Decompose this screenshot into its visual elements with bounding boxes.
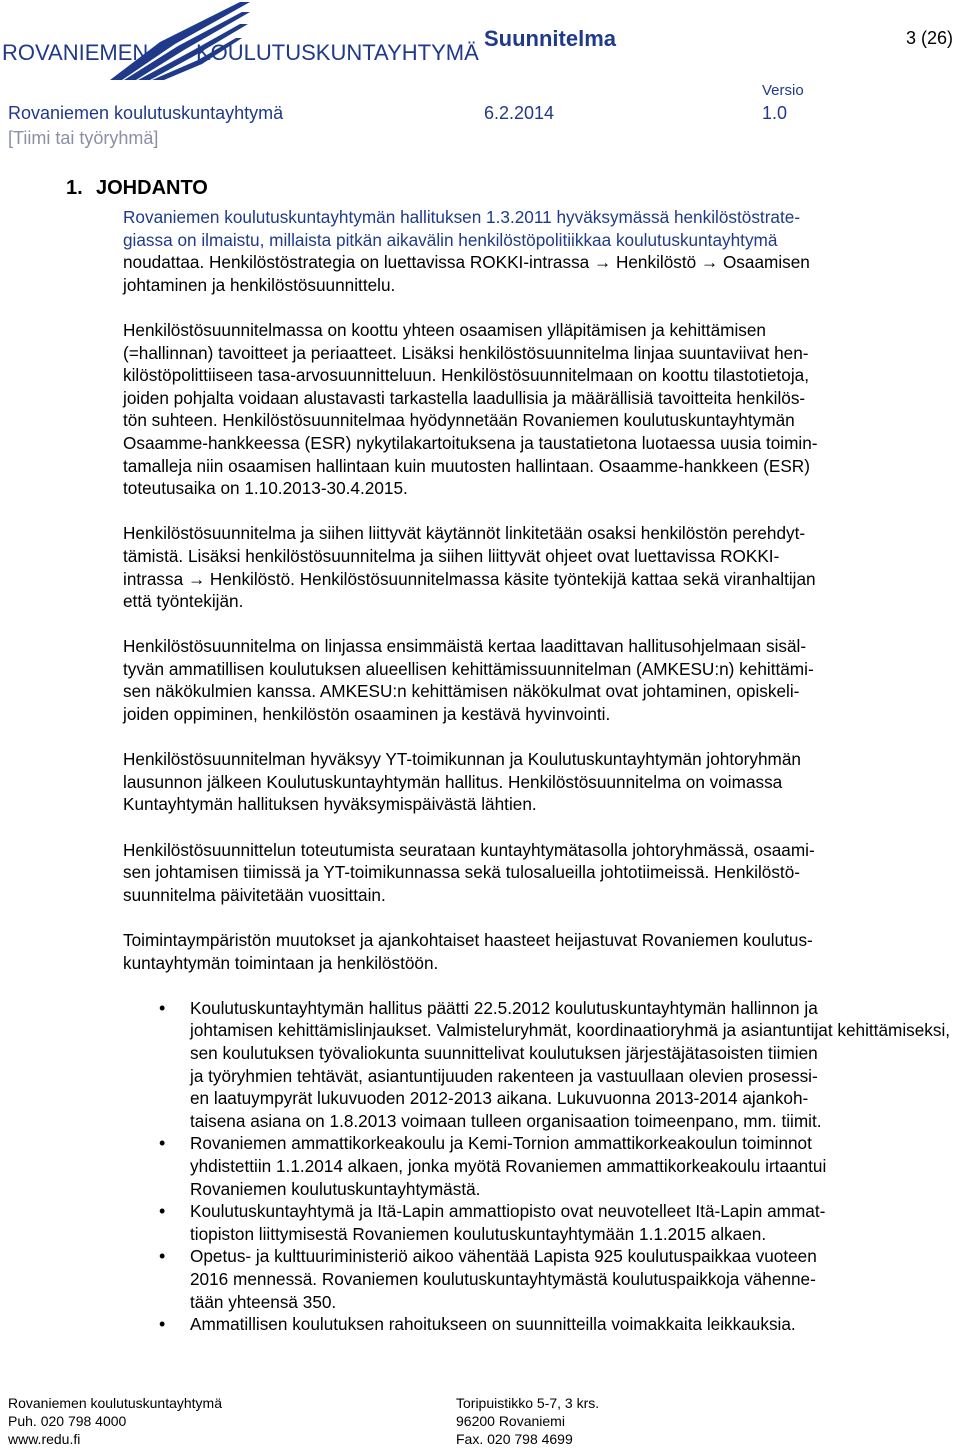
text-line: sen näkökulmien kanssa. AMKESU:n kehittämisen näkökulmat ovat johtaminen, opiskeli- [123,681,800,702]
footer-address: Toripuistikko 5-7, 3 krs. [456,1395,600,1411]
paragraph [123,635,953,725]
text-line: että työntekijän. [123,591,244,612]
text-line: taisena asiana on 1.8.2013 voimaan tulleen organisaation toimeenpano, mm. tiimit. [190,1110,822,1131]
footer-phone: Puh. 020 798 4000 [8,1413,127,1429]
logo-graphic [0,2,479,80]
section-number: 1. [66,177,83,199]
paragraph [123,522,953,612]
footer-fax: Fax. 020 798 4699 [456,1431,573,1447]
footer-left [8,1394,222,1448]
paragraph [123,319,953,500]
text-line: • Koulutuskuntayhtymä ja Itä-Lapin ammattiopisto ovat neuvotelleet Itä-Lapin ammat- [190,1201,826,1222]
team-placeholder: [Tiimi tai työryhmä] [8,128,159,148]
text-line: kuntayhtymän toimintaan ja henkilöstöön. [123,952,439,973]
logo [0,2,479,80]
footer-right [456,1394,599,1448]
text-line: tään yhteensä 350. [190,1291,337,1312]
page-number: 3 (26) [906,28,954,48]
text-line: Rovaniemen koulutuskuntayhtymästä. [190,1178,481,1199]
paragraph [123,748,953,816]
text-line: Henkilöstösuunnitelmassa on koottu yhteen osaamisen ylläpitämisen ja kehittämisen [123,319,766,340]
text-line: yhdistettiin 1.1.2014 alkaen, jonka myötä Rovaniemen ammattikorkeakoulu irtaantui [190,1155,827,1176]
paragraphs [123,206,953,974]
text-line: lausunnon jälkeen Koulutuskuntayhtymän hallitus. Henkilöstösuunnitelma on voimassa [123,771,783,792]
text-line: • Opetus- ja kulttuuriministeriö aikoo vähentää Lapista 925 koulutuspaikkaa vuoteen [190,1246,817,1267]
text-line: tön suhteen. Henkilöstösuunnitelmaa hyödynnetään Rovaniemen koulutuskuntayhtymän [123,410,795,431]
document-date: 6.2.2014 [484,103,555,123]
paragraph [123,206,953,296]
document-body [123,206,953,1336]
text-line: tiopiston liittymisestä Rovaniemen koulutuskuntayhtymään 1.1.2015 alkaen. [190,1223,767,1244]
text-line: Henkilöstösuunnittelun toteutumista seurataan kuntayhtymätasolla johtoryhmässä, osaami- [123,839,815,860]
version-label: Versio [762,82,804,99]
bullet-list [123,997,953,1336]
text-line: 2016 mennessä. Rovaniemen koulutuskuntayhtymästä koulutuspaikkoja vähenne- [190,1268,816,1289]
text-line: ja työryhmien tehtävät, asiantuntijuuden rakenteen ja vastuullaan olevien prosessi- [190,1065,818,1086]
text-line: joiden oppiminen, henkilöstön osaaminen ja kestävä hyvinvointi. [123,704,611,725]
bullet-item [123,1132,953,1200]
text-line: Henkilöstösuunnitelma ja siihen liittyvät käytännöt linkitetään osaksi henkilöstön perehdyt- [123,523,806,544]
version-number: 1.0 [762,103,788,123]
text-line: • Koulutuskuntayhtymän hallitus päätti 22.5.2012 koulutuskuntayhtymän hallinnon ja [190,997,818,1018]
text-line: intrassa → Henkilöstö. Henkilöstösuunnitelmassa käsite työntekijä kattaa sekä viranhaltijan [123,568,816,589]
text-line: suunnitelma päivitetään vuosittain. [123,884,386,905]
logo-text-right: KOULUTUSKUNTAYHTYMÄ [196,40,479,65]
bullet-item [123,1313,953,1336]
text-line: noudattaa. Henkilöstöstrategia on luettavissa ROKKI-intrassa → Henkilöstö → Osaamisen [123,252,810,273]
section-title: JOHDANTO [96,177,208,199]
text-line: sen johtamisen tiimissä ja YT-toimikunnassa sekä tulosalueilla johtotiimeissä. Henkilöstö- [123,862,800,883]
text-line: giassa on ilmaistu, millaista pitkän aikavälin henkilöstöpolitiikkaa koulutuskuntayhtymä [123,229,778,250]
text-line: joiden pohjalta voidaan alustavasti tarkastella laadullisia ja määrällisiä tavoitteita henkilös- [123,387,806,408]
text-line: johtaminen ja henkilöstösuunnittelu. [123,274,396,295]
text-line: toteutusaika on 1.10.2013-30.4.2015. [123,478,408,499]
text-line: kilöstöpolittiiseen tasa-arvosuunnitteluun. Henkilöstösuunnitelmaan on koottu tilastotietoja, [123,365,809,386]
text-line: tämistä. Lisäksi henkilöstösuunnitelma ja siihen liittyvät ohjeet ovat luettavissa ROKKI- [123,545,780,566]
text-line: johtamisen kehittämislinjaukset. Valmisteluryhmät, koordinaatioryhmä ja asiantuntijat kehittämiseksi, [190,1020,951,1041]
organization-name: Rovaniemen koulutuskuntayhtymä [8,103,284,123]
text-line: Henkilöstösuunnitelman hyväksyy YT-toimikunnan ja Koulutuskuntayhtymän johtoryhmän [123,749,801,770]
text-line: Toimintaympäristön muutokset ja ajankohtaiset haasteet heijastuvat Rovaniemen koulutus- [123,930,813,950]
text-line: Osaamme-hankkeessa (ESR) nykytilakartoituksena ja taustatietona luotaessa uusia toimin- [123,432,818,453]
text-line: Rovaniemen koulutuskuntayhtymän hallituksen 1.3.2011 hyväksymässä henkilöstöstrate- [123,207,801,227]
text-line: Henkilöstösuunnitelma on linjassa ensimmäistä kertaa laadittavan hallitusohjelmaan sisäl- [123,636,807,657]
logo-text-left: ROVANIEMEN [2,40,149,65]
text-line: (=hallinnan) tavoitteet ja periaatteet. Lisäksi henkilöstösuunnitelma linjaa suuntaviivat hen- [123,342,809,363]
text-line: • Rovaniemen ammattikorkeakoulu ja Kemi-Tornion ammattikorkeakoulun toiminnot [190,1133,812,1154]
text-line: en laatuympyrät lukuvuoden 2012-2013 aikana. Lukuvuonna 2013-2014 ajankoh- [190,1088,809,1109]
text-line: Kuntayhtymän hallituksen hyväksymispäivästä lähtien. [123,794,537,815]
document-title: Suunnitelma [484,26,617,51]
bullet-item [123,1200,953,1245]
text-line: sen koulutuksen työvaliokunta suunnittelivat koulutuksen järjestäjätasoisten tiimien [190,1042,818,1063]
paragraph [123,929,953,974]
footer-org: Rovaniemen koulutuskuntayhtymä [8,1395,223,1411]
paragraph [123,839,953,907]
section-heading [66,177,208,200]
footer-postal: 96200 Rovaniemi [456,1413,565,1429]
text-line: tamalleja niin osaamisen hallintaan kuin muutosten hallintaan. Osaamme-hankkeen (ESR) [123,455,810,476]
text-line: tyvän ammatillisen koulutuksen alueellisen kehittämissuunnitelman (AMKESU:n) kehittämi- [123,658,814,679]
bullet-item [123,997,953,1133]
bullet-item [123,1245,953,1313]
footer-website: www.redu.fi [8,1431,81,1447]
text-line: • Ammatillisen koulutuksen rahoitukseen on suunnitteilla voimakkaita leikkauksia. [190,1314,796,1335]
